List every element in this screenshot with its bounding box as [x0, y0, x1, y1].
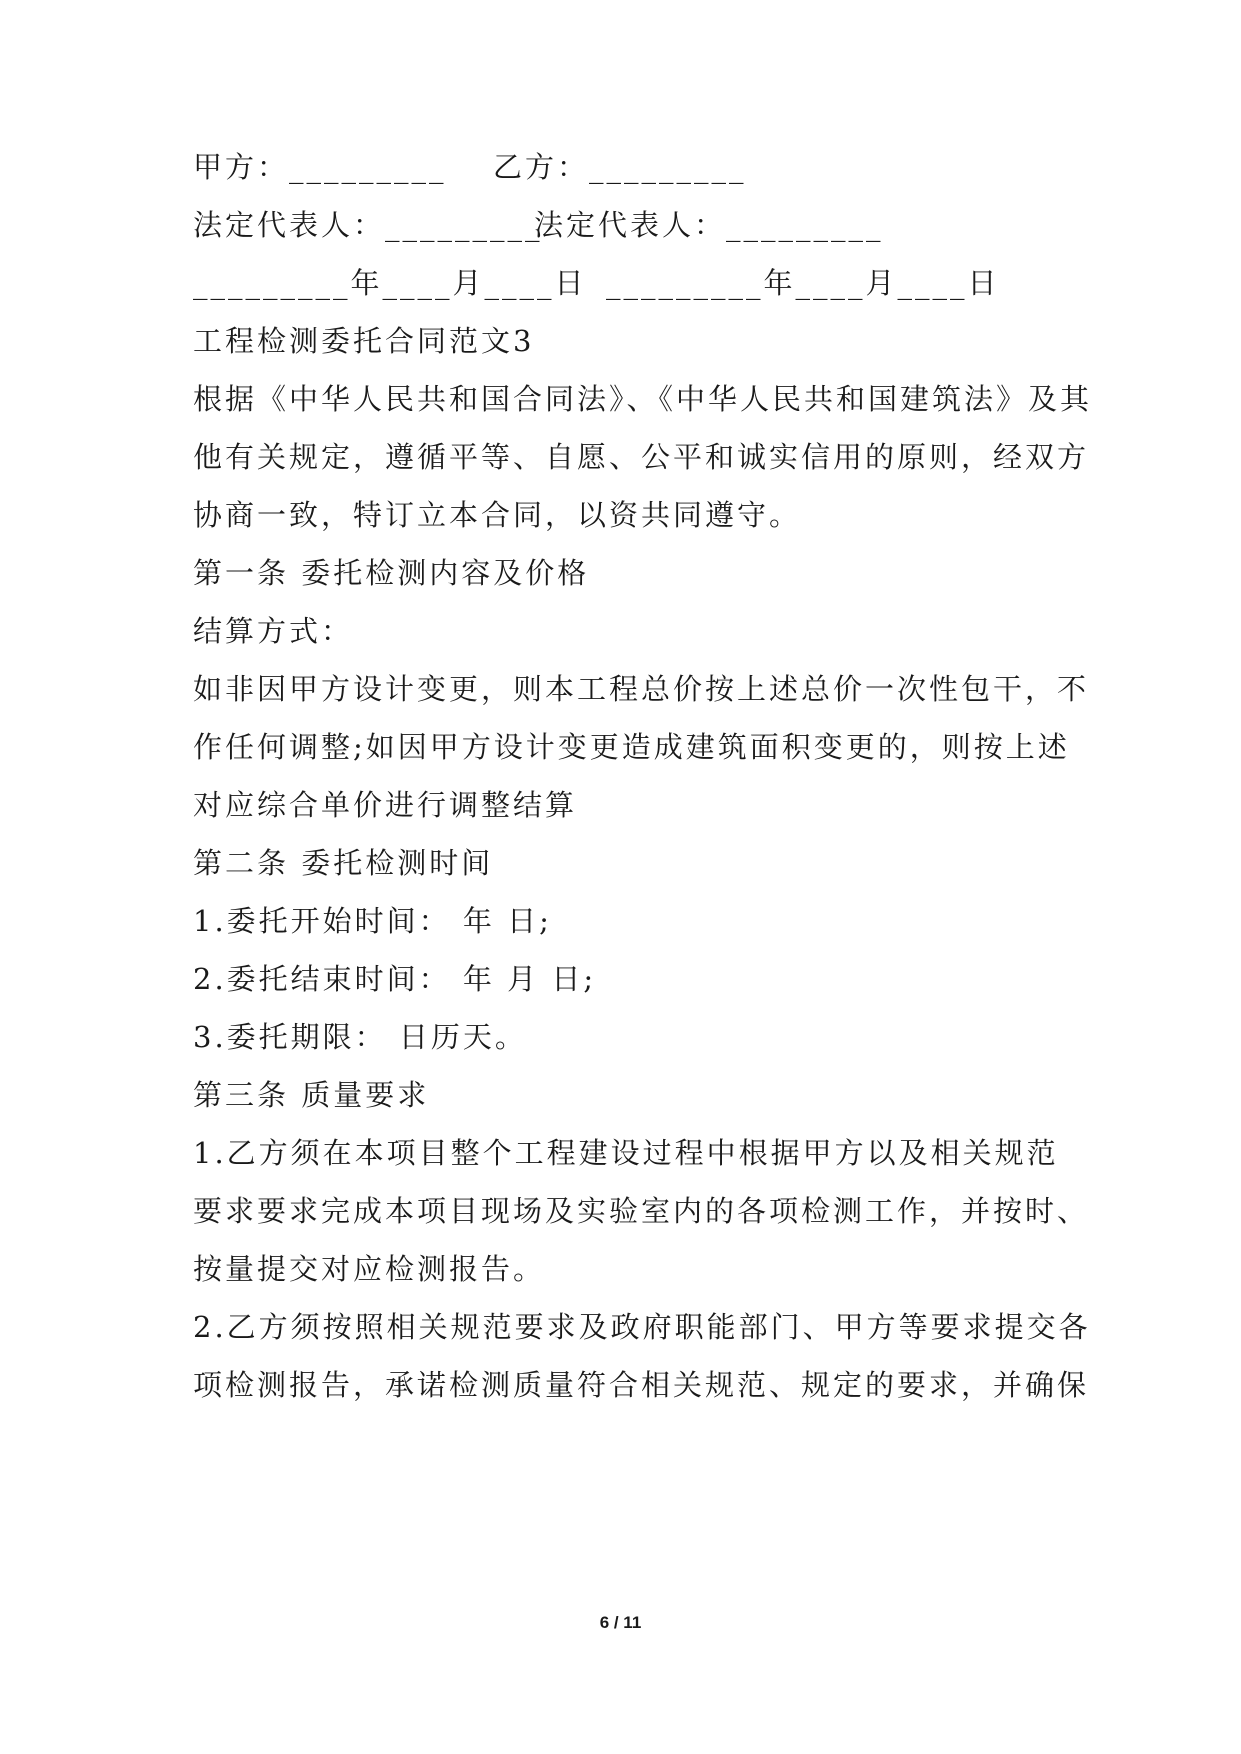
party-a-representative-field: 法定代表人：_________ — [193, 208, 543, 242]
intro-line-2: 他有关规定，遵循平等、自愿、公平和诚实信用的原则，经双方 — [193, 440, 1090, 474]
party-b-date-field: _________年____月____日 — [606, 266, 1000, 300]
article-3-item-2-line-2: 项检测报告，承诺检测质量符合相关规范、规定的要求，并确保 — [193, 1368, 1090, 1402]
settlement-line-1: 如非因甲方设计变更，则本工程总价按上述总价一次性包干，不 — [193, 672, 1090, 706]
article-3-item-2-line-1: 2.乙方须按照相关规范要求及政府职能部门、甲方等要求提交各 — [193, 1310, 1091, 1344]
settlement-label: 结算方式： — [193, 614, 354, 648]
party-b-representative-field: 法定代表人：_________ — [534, 208, 884, 242]
document-title: 工程检测委托合同范文3 — [193, 324, 535, 358]
article-2-heading: 第二条 委托检测时间 — [193, 846, 494, 880]
article-2-item-3: 3.委托期限： 日历天。 — [193, 1020, 527, 1054]
party-a-field: 甲方：_________ — [193, 150, 447, 184]
article-2-item-2: 2.委托结束时间： 年 月 日; — [193, 962, 597, 996]
party-a-date-field: _________年____月____日 — [193, 266, 587, 300]
article-3-item-1-line-1: 1.乙方须在本项目整个工程建设过程中根据甲方以及相关规范 — [193, 1136, 1059, 1170]
article-1-heading: 第一条 委托检测内容及价格 — [193, 556, 590, 590]
settlement-line-3: 对应综合单价进行调整结算 — [193, 788, 578, 822]
intro-line-3: 协商一致，特订立本合同，以资共同遵守。 — [193, 498, 802, 532]
page-number: 6 / 11 — [599, 1613, 642, 1632]
article-2-item-1: 1.委托开始时间： 年 日; — [193, 904, 552, 938]
article-3-item-1-line-2: 要求要求完成本项目现场及实验室内的各项检测工作，并按时、 — [193, 1194, 1090, 1228]
party-b-field: 乙方：_________ — [493, 150, 747, 184]
settlement-line-2: 作任何调整;如因甲方设计变更造成建筑面积变更的，则按上述 — [193, 730, 1070, 764]
intro-line-1: 根据《中华人民共和国合同法》、《中华人民共和国建筑法》及其 — [193, 382, 1093, 416]
article-3-item-1-line-3: 按量提交对应检测报告。 — [193, 1252, 546, 1286]
article-3-heading: 第三条 质量要求 — [193, 1078, 430, 1112]
